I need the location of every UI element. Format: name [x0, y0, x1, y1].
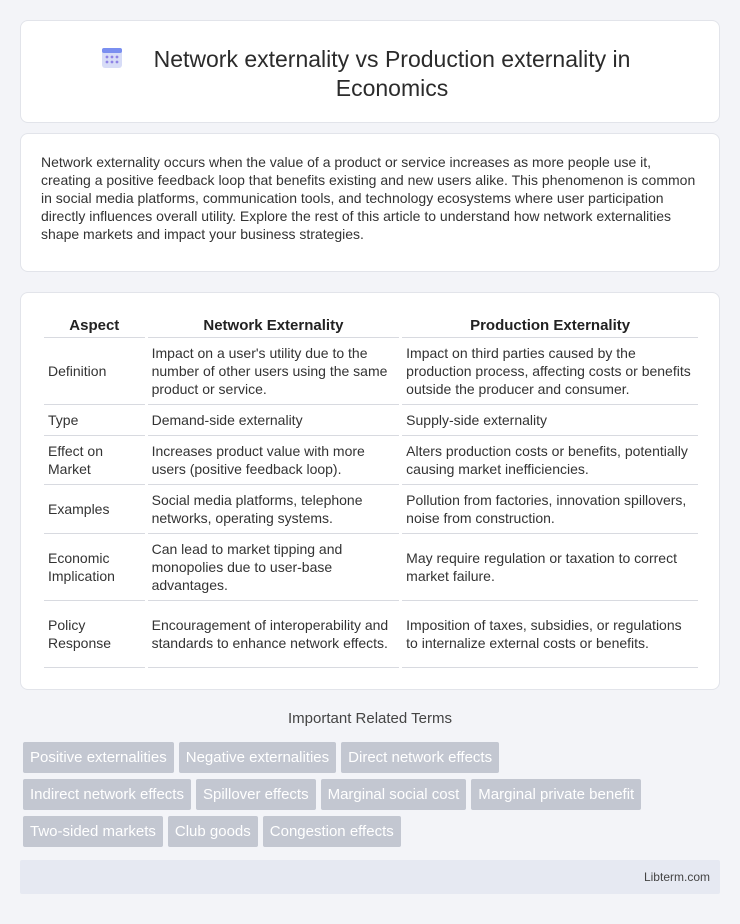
tag-positive-externalities[interactable]: Positive externalities — [23, 742, 174, 773]
cell-aspect: Type — [44, 405, 145, 436]
cell-production: May require regulation or taxation to correct market failure. — [402, 534, 698, 601]
cell-network: Impact on a user's utility due to the number of other users using the same product or service. — [148, 338, 400, 405]
cell-production: Imposition of taxes, subsidies, or regulations to internalize external costs or benefits. — [402, 601, 698, 668]
cell-network: Encouragement of interoperability and standards to enhance network effects. — [148, 601, 400, 668]
table-row — [44, 338, 698, 405]
footer — [20, 860, 720, 894]
cell-production: Pollution from factories, innovation spillovers, noise from construction. — [402, 485, 698, 534]
table-row — [44, 534, 698, 601]
tag-negative-externalities[interactable]: Negative externalities — [179, 742, 336, 773]
tag-row — [23, 779, 713, 816]
intro-card — [20, 133, 720, 272]
cell-production: Alters production costs or benefits, potentially causing market inefficiencies. — [402, 436, 698, 485]
title-card — [20, 20, 720, 123]
tag-club-goods[interactable]: Club goods — [168, 816, 258, 847]
tag-row — [23, 816, 713, 853]
tag-indirect-network-effects[interactable]: Indirect network effects — [23, 779, 191, 810]
header-network: Network Externality — [148, 315, 400, 338]
table-header-row — [44, 315, 698, 338]
table-row — [44, 601, 698, 668]
page-title: Network externality vs Production externality in Economics — [153, 46, 631, 101]
header-aspect: Aspect — [44, 315, 145, 338]
tag-two-sided-markets[interactable]: Two-sided markets — [23, 816, 163, 847]
cell-network: Demand-side externality — [148, 405, 400, 436]
comparison-table — [41, 315, 701, 668]
intro-paragraph: Network externality occurs when the value of a product or service increases as more people use it, creating a positive feedback loop that benefits existing and new users alike. This phenomenon is common in social media platforms, communication tools, and technology ecosystems where user participation directly influences overall utility. Explore the rest of this article to understand how network externalities shape markets and impact your business strategies. — [41, 154, 696, 242]
cell-aspect: Definition — [44, 338, 145, 405]
footer-site-link[interactable]: Libterm.com — [643, 870, 710, 884]
cell-production: Supply-side externality — [402, 405, 698, 436]
comparison-card — [20, 292, 720, 690]
table-row — [44, 485, 698, 534]
tag-marginal-private-benefit[interactable]: Marginal private benefit — [471, 779, 641, 810]
cell-aspect: Economic Implication — [44, 534, 145, 601]
tag-congestion-effects[interactable]: Congestion effects — [263, 816, 401, 847]
cell-aspect: Effect on Market — [44, 436, 145, 485]
table-row — [44, 405, 698, 436]
cell-network: Can lead to market tipping and monopolies due to user-base advantages. — [148, 534, 400, 601]
cell-aspect: Examples — [44, 485, 145, 534]
cell-production: Impact on third parties caused by the production process, affecting costs or benefits outside the producer and consumer. — [402, 338, 698, 405]
tag-direct-network-effects[interactable]: Direct network effects — [341, 742, 499, 773]
related-terms-heading: Important Related Terms — [288, 710, 452, 727]
tag-row — [23, 742, 713, 779]
tag-marginal-social-cost[interactable]: Marginal social cost — [321, 779, 467, 810]
cell-network: Social media platforms, telephone networks, operating systems. — [148, 485, 400, 534]
table-row — [44, 436, 698, 485]
cell-network: Increases product value with more users (positive feedback loop). — [148, 436, 400, 485]
header-production: Production Externality — [402, 315, 698, 338]
related-terms — [23, 742, 713, 853]
tag-spillover-effects[interactable]: Spillover effects — [196, 779, 316, 810]
cell-aspect: Policy Response — [44, 601, 145, 668]
